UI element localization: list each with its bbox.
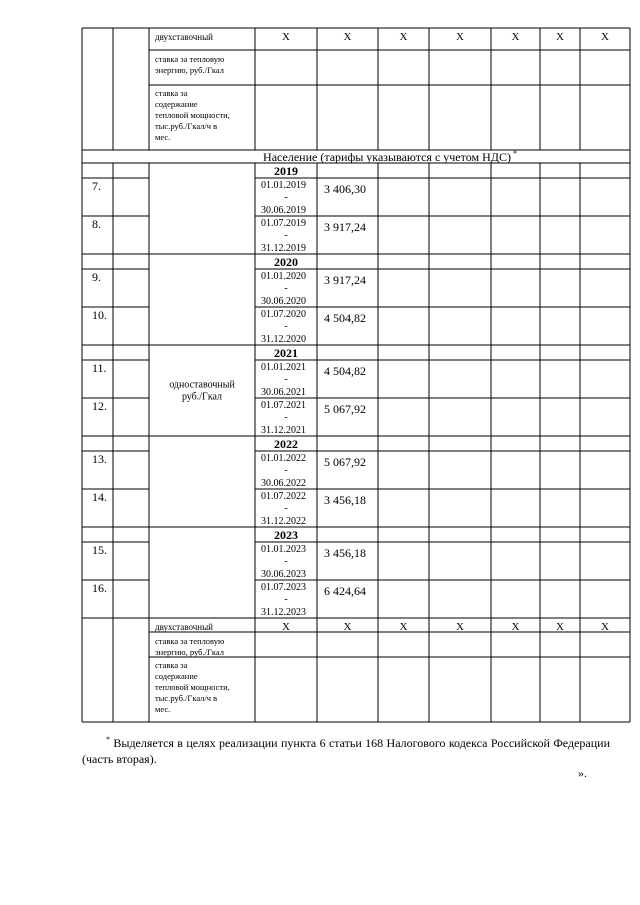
footnote-text: Выделяется в целях реализации пункта 6 статьи 168 Налогового кодекса Российской Федерации (часть вторая). [82, 736, 611, 766]
year-2022: 2022 [274, 437, 298, 451]
row-number: 15. [92, 543, 107, 557]
row-number: 7. [92, 179, 101, 193]
period-start: 01.01.2020 [261, 271, 306, 282]
footnote-mark: * [106, 735, 110, 744]
tariff-value: 3 406,30 [324, 182, 366, 196]
period-start: 01.07.2022 [261, 491, 306, 502]
period-dash: - [284, 230, 288, 241]
row-number: 12. [92, 399, 107, 413]
period-end: 30.06.2022 [261, 478, 306, 489]
top-cross-mark: X [399, 31, 408, 43]
period-start: 01.01.2019 [261, 180, 306, 191]
row-number: 11. [92, 361, 107, 375]
period-dash: - [284, 594, 288, 605]
top-cross-mark: X [343, 31, 352, 43]
tariff-value: 3 917,24 [324, 220, 366, 234]
period-end: 31.12.2023 [261, 607, 306, 618]
top-capacity-rate-label: тепловой мощности, [155, 110, 230, 120]
period-dash: - [284, 374, 288, 385]
top-cross-mark: X [511, 31, 520, 43]
period-dash: - [284, 465, 288, 476]
period-start: 01.07.2020 [261, 309, 306, 320]
tariff-value: 4 504,82 [324, 311, 366, 325]
period-end: 30.06.2019 [261, 205, 306, 216]
bottom-two-part-label: двухставочный [155, 622, 213, 632]
bottom-cross-mark: X [282, 621, 290, 633]
period-start: 01.01.2021 [261, 362, 306, 373]
period-end: 30.06.2023 [261, 569, 306, 580]
top-capacity-rate-label: тыс.руб./Гкал/ч в [155, 121, 218, 131]
section-header: Население (тарифы указываются с учетом НДС) * [263, 149, 517, 164]
bottom-capacity-rate-label: мес. [155, 704, 171, 714]
period-dash: - [284, 192, 288, 203]
tariff-value: 3 456,18 [324, 493, 366, 507]
period-end: 31.12.2020 [261, 334, 306, 345]
one-part-label: руб./Гкал [181, 391, 223, 403]
year-2021: 2021 [274, 346, 298, 360]
one-part-label: одноставочный [169, 379, 235, 391]
bottom-cross-mark: X [511, 621, 520, 633]
bottom-cross-mark: X [601, 621, 609, 633]
top-heat-rate-label: ставка за тепловую [155, 54, 225, 64]
tariff-value: 4 504,82 [324, 364, 366, 378]
period-start: 01.07.2019 [261, 218, 306, 229]
closing-quote: ». [578, 766, 587, 780]
table-cells [92, 31, 609, 714]
bottom-capacity-rate-label: тыс.руб./Гкал/ч в [155, 693, 218, 703]
bottom-capacity-rate-label: ставка за [155, 660, 188, 670]
period-start: 01.01.2022 [261, 453, 306, 464]
period-dash: - [284, 503, 288, 514]
period-end: 31.12.2021 [261, 425, 306, 436]
top-capacity-rate-label: ставка за [155, 88, 188, 98]
row-number: 14. [92, 490, 107, 504]
period-start: 01.01.2023 [261, 544, 306, 555]
period-dash: - [284, 283, 288, 294]
bottom-capacity-rate-label: тепловой мощности, [155, 682, 230, 692]
bottom-capacity-rate-label: содержание [155, 671, 198, 681]
period-dash: - [284, 412, 288, 423]
period-start: 01.07.2023 [261, 582, 306, 593]
period-start: 01.07.2021 [261, 400, 306, 411]
top-heat-rate-label: энергию, руб./Гкал [155, 65, 224, 75]
period-dash: - [284, 556, 288, 567]
top-capacity-rate-label: мес. [155, 132, 171, 142]
row-number: 13. [92, 452, 107, 466]
row-number: 10. [92, 308, 107, 322]
year-2023: 2023 [274, 528, 298, 542]
top-cross-mark: X [282, 31, 290, 43]
row-number: 9. [92, 270, 101, 284]
tariff-value: 6 424,64 [324, 584, 366, 598]
row-number: 16. [92, 581, 107, 595]
period-end: 31.12.2022 [261, 516, 306, 527]
bottom-cross-mark: X [399, 621, 408, 633]
bottom-cross-mark: X [556, 621, 564, 633]
top-capacity-rate-label: содержание [155, 99, 198, 109]
tariff-value: 3 456,18 [324, 546, 366, 560]
row-number: 8. [92, 217, 101, 231]
bottom-cross-mark: X [456, 621, 464, 633]
bottom-heat-rate-label: энергию, руб./Гкал [155, 647, 224, 657]
period-end: 30.06.2020 [261, 296, 306, 307]
period-end: 31.12.2019 [261, 243, 306, 254]
year-2019: 2019 [274, 164, 298, 178]
period-dash: - [284, 321, 288, 332]
period-end: 30.06.2021 [261, 387, 306, 398]
tariff-value: 5 067,92 [324, 455, 366, 469]
bottom-cross-mark: X [343, 621, 352, 633]
top-cross-mark: X [556, 31, 564, 43]
top-cross-mark: X [456, 31, 464, 43]
tariff-value: 5 067,92 [324, 402, 366, 416]
top-two-part-label: двухставочный [155, 32, 213, 42]
year-2020: 2020 [274, 255, 298, 269]
bottom-heat-rate-label: ставка за тепловую [155, 636, 225, 646]
top-cross-mark: X [601, 31, 609, 43]
tariff-value: 3 917,24 [324, 273, 366, 287]
footnote [82, 735, 610, 767]
